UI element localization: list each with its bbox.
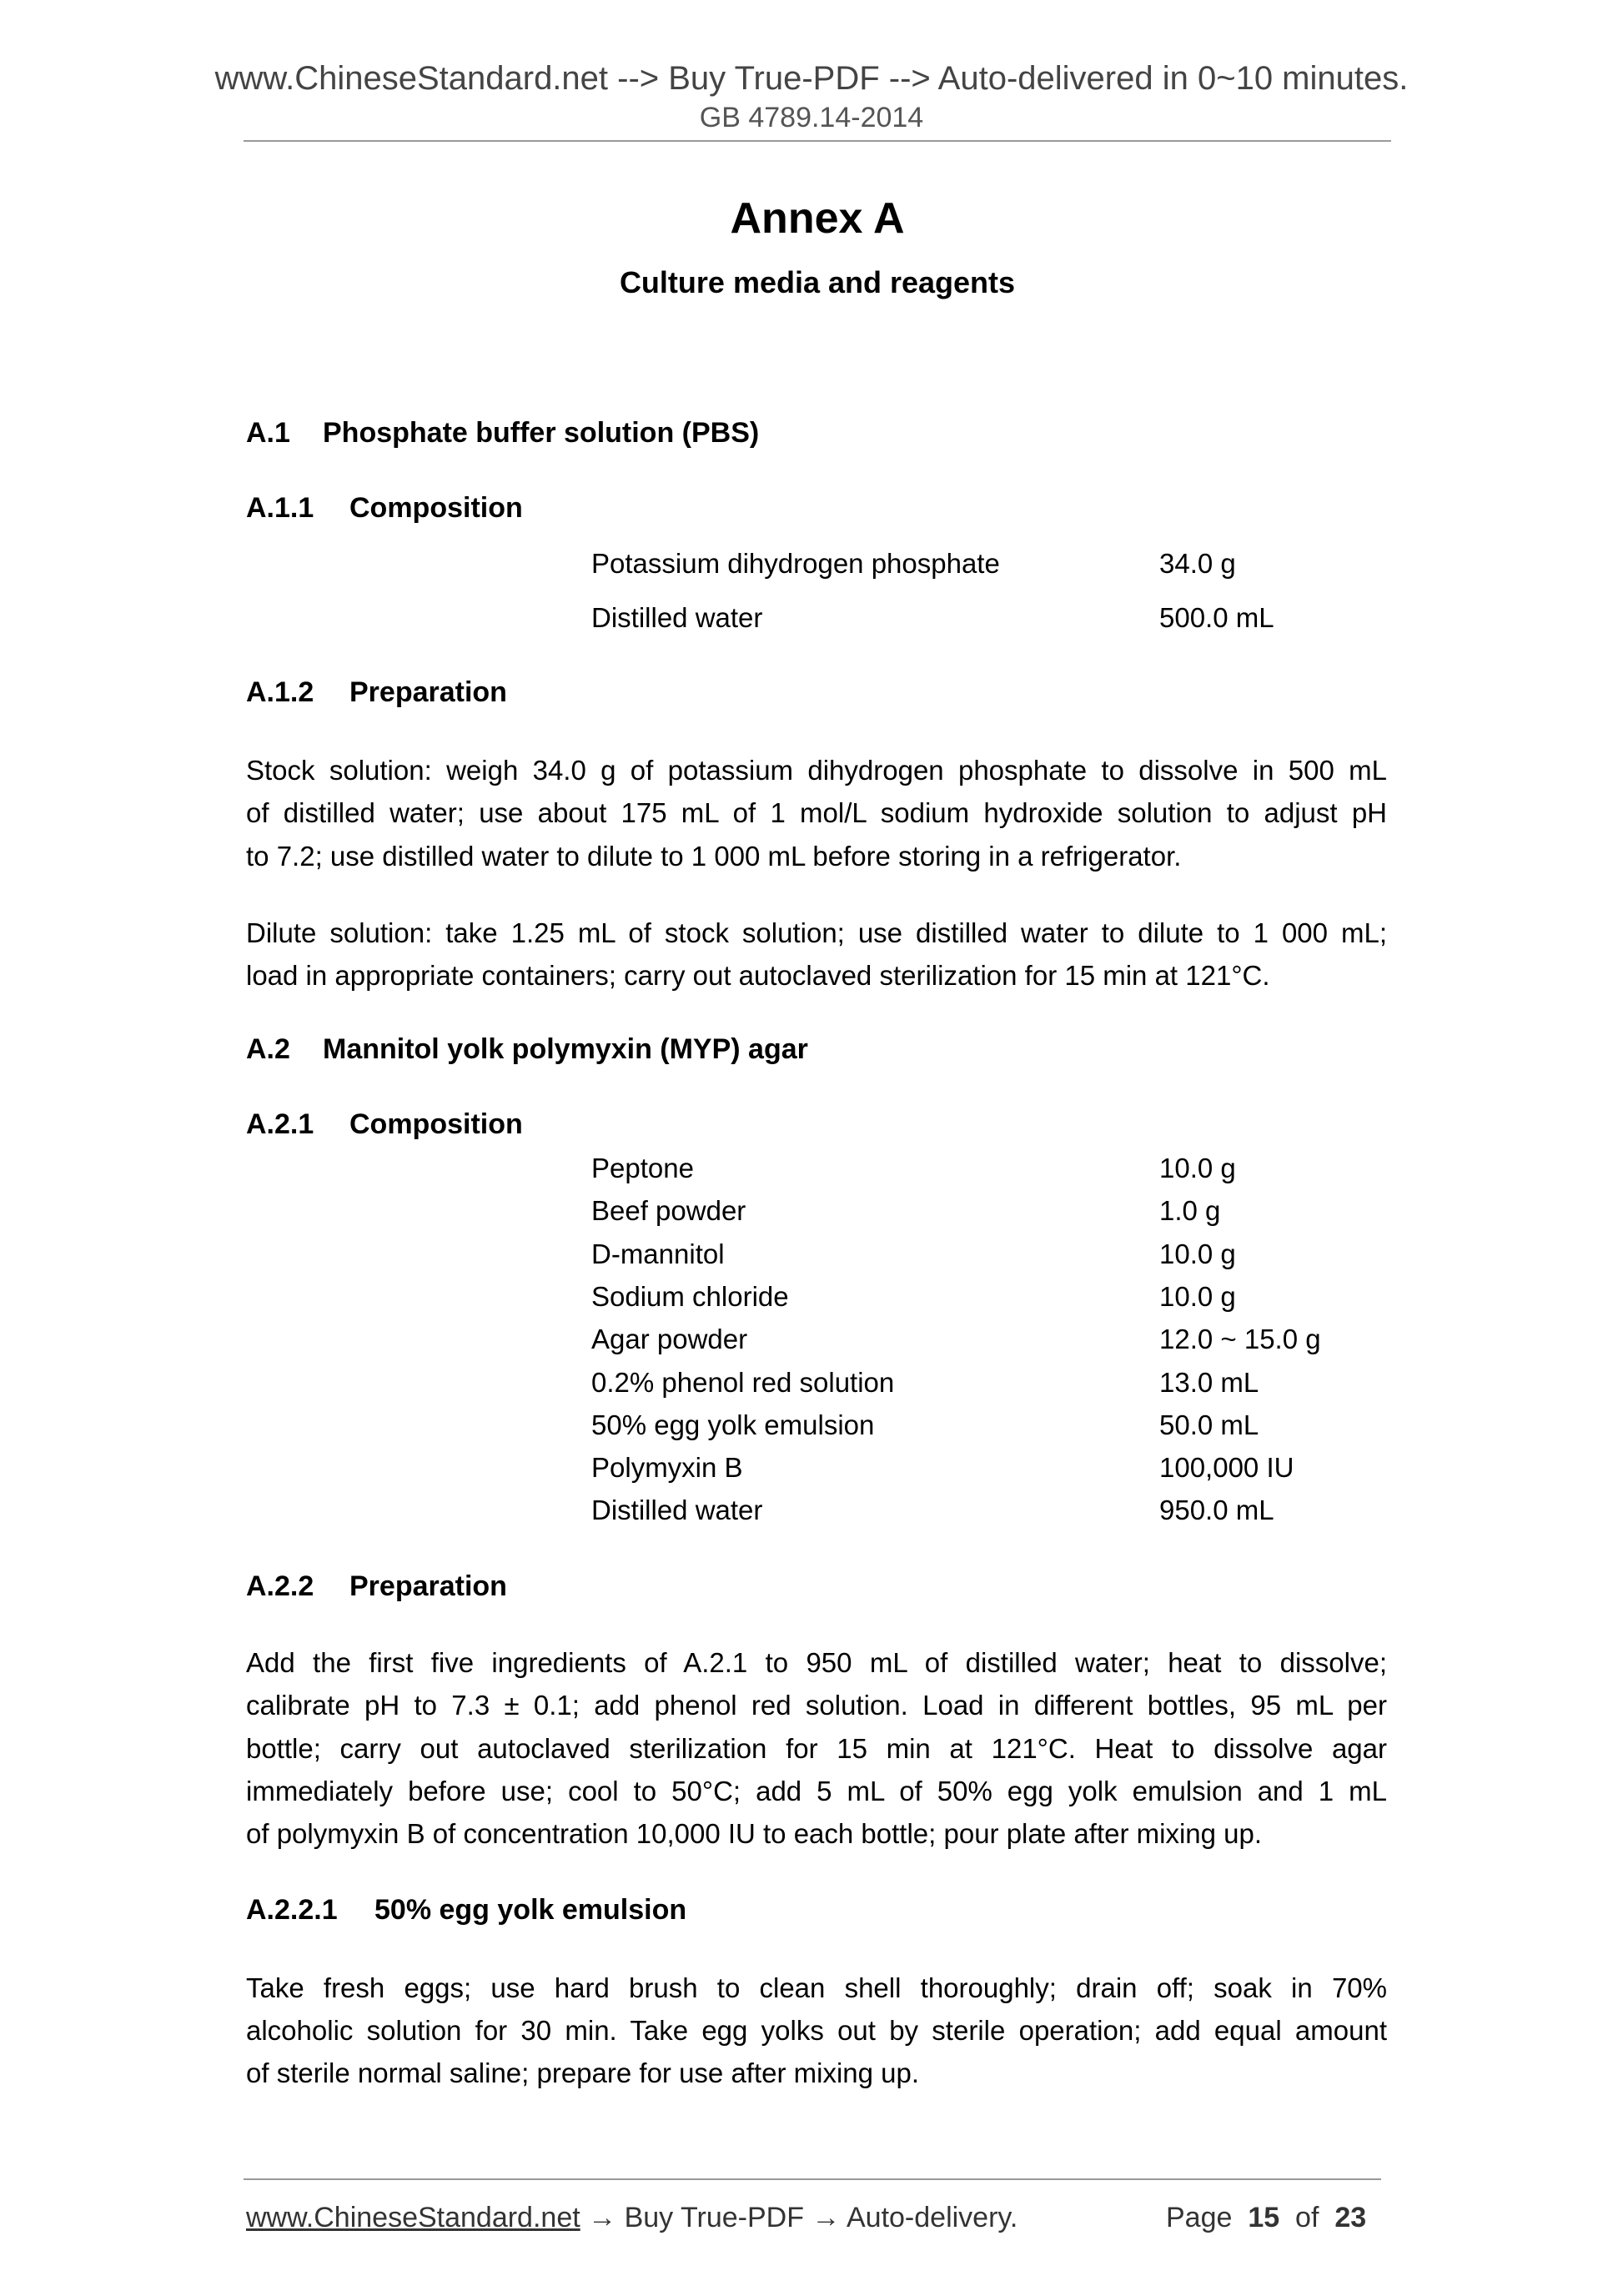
- page-number: 15: [1248, 2202, 1280, 2233]
- heading-a2-1: [246, 1108, 523, 1141]
- heading-number: A.1: [246, 417, 290, 449]
- ingredient-amount: 10.0 g: [1159, 1238, 1236, 1269]
- page-label: Page: [1166, 2202, 1233, 2233]
- heading-number: A.2.2.1: [246, 1894, 338, 1926]
- ingredient-amount: 100,000 IU: [1159, 1452, 1294, 1484]
- ingredient-name: Polymyxin B: [591, 1452, 743, 1484]
- heading-number: A.2.1: [246, 1108, 314, 1140]
- paragraph-line: Dilute solution: take 1.25 mL of stock solution; use distilled water to dilute to 1 000 mL;: [246, 917, 1387, 948]
- paragraph-line: immediately before use; cool to 50°C; add 5 mL of 50% egg yolk emulsion and 1 mL: [246, 1776, 1387, 1806]
- paragraph-line: of sterile normal saline; prepare for use after mixing up.: [246, 2057, 920, 2088]
- footer-left: [246, 2202, 1018, 2234]
- footer-text: → Buy True-PDF → Auto-delivery.: [580, 2202, 1018, 2233]
- paragraph-line: Take fresh eggs; use hard brush to clean shell thoroughly; drain off; soak in 70%: [246, 1972, 1387, 2003]
- ingredient-amount: 500.0 mL: [1159, 602, 1274, 633]
- heading-text: Mannitol yolk polymyxin (MYP) agar: [323, 1033, 808, 1065]
- ingredient-amount: 10.0 g: [1159, 1280, 1236, 1312]
- paragraph-line: of distilled water; use about 175 mL of 1 mol/L sodium hydroxide solution to adjust pH: [246, 797, 1387, 828]
- paragraph-line: Stock solution: weigh 34.0 g of potassium dihydrogen phosphate to dissolve in 500 mL: [246, 755, 1387, 786]
- heading-a1: [246, 417, 759, 450]
- paragraph-line: load in appropriate containers; carry out autoclaved sterilization for 15 min at 121°C.: [246, 960, 1270, 991]
- ingredient-amount: 13.0 mL: [1159, 1366, 1259, 1398]
- paragraph-line: bottle; carry out autoclaved sterilization for 15 min at 121°C. Heat to dissolve agar: [246, 1733, 1387, 1764]
- standard-number: GB 4789.14-2014: [699, 102, 924, 133]
- header-rule: [244, 140, 1391, 142]
- ingredient-amount: 34.0 g: [1159, 548, 1236, 579]
- page-indicator: [1166, 2202, 1366, 2234]
- ingredient-name: Sodium chloride: [591, 1280, 789, 1312]
- heading-a2-2-1: [246, 1894, 686, 1927]
- heading-text: Composition: [349, 492, 523, 524]
- ingredient-amount: 50.0 mL: [1159, 1409, 1259, 1440]
- footer-link[interactable]: www.ChineseStandard.net: [246, 2202, 580, 2233]
- heading-a2-2: [246, 1570, 507, 1603]
- ingredient-name: 0.2% phenol red solution: [591, 1366, 895, 1398]
- of-label: of: [1295, 2202, 1319, 2233]
- ingredient-amount: 12.0 ~ 15.0 g: [1159, 1324, 1321, 1355]
- ingredient-name: Peptone: [591, 1153, 694, 1183]
- heading-text: Preparation: [349, 676, 507, 708]
- annex-subtitle: Culture media and reagents: [619, 265, 1016, 299]
- heading-text: Phosphate buffer solution (PBS): [323, 417, 760, 449]
- page-total: 23: [1334, 2202, 1367, 2233]
- heading-number: A.1.1: [246, 492, 314, 524]
- header-banner[interactable]: www.ChineseStandard.net --> Buy True-PDF --> Auto-delivered in 0~10 minutes.: [214, 60, 1409, 97]
- ingredient-amount: 10.0 g: [1159, 1153, 1236, 1183]
- ingredient-amount: 950.0 mL: [1159, 1495, 1274, 1526]
- paragraph-line: of polymyxin B of concentration 10,000 IU to each bottle; pour plate after mixing up.: [246, 1818, 1263, 1849]
- heading-a1-2: [246, 676, 507, 709]
- annex-title: Annex A: [730, 194, 905, 243]
- heading-number: A.2.2: [246, 1570, 314, 1602]
- footer-rule: [244, 2178, 1381, 2180]
- paragraph-line: alcoholic solution for 30 min. Take egg yolks out by sterile operation; add equal amount: [246, 2015, 1387, 2046]
- heading-text: 50% egg yolk emulsion: [374, 1894, 687, 1926]
- heading-text: Composition: [349, 1108, 523, 1140]
- heading-number: A.1.2: [246, 676, 314, 708]
- ingredient-name: Beef powder: [591, 1195, 746, 1227]
- ingredient-name: 50% egg yolk emulsion: [591, 1409, 875, 1440]
- ingredient-amount: 1.0 g: [1159, 1195, 1221, 1227]
- ingredient-name: Distilled water: [591, 602, 763, 633]
- ingredient-name: Potassium dihydrogen phosphate: [591, 548, 1000, 579]
- heading-a2: [246, 1033, 808, 1066]
- ingredient-name: D-mannitol: [591, 1238, 725, 1269]
- heading-number: A.2: [246, 1033, 290, 1065]
- ingredient-name: Distilled water: [591, 1495, 763, 1526]
- paragraph-line: calibrate pH to 7.3 ± 0.1; add phenol red solution. Load in different bottles, 95 mL per: [246, 1690, 1387, 1721]
- heading-a1-1: [246, 492, 523, 525]
- ingredient-name: Agar powder: [591, 1324, 748, 1355]
- paragraph-line: Add the first five ingredients of A.2.1 to 950 mL of distilled water; heat to dissolve;: [246, 1647, 1387, 1678]
- paragraph-line: to 7.2; use distilled water to dilute to 1 000 mL before storing in a refrigerator.: [246, 841, 1182, 872]
- heading-text: Preparation: [349, 1570, 507, 1602]
